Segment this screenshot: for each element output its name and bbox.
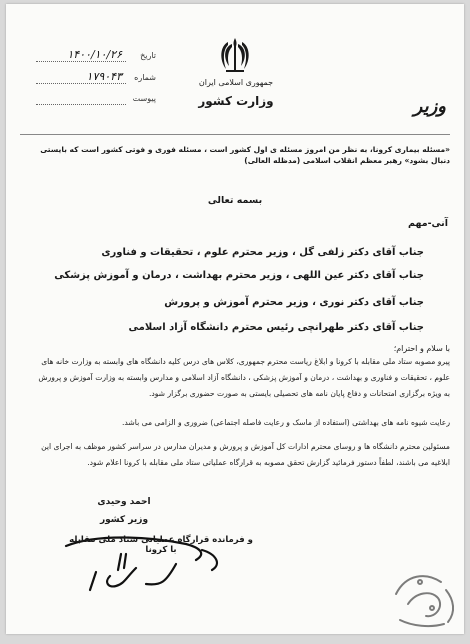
header-divider xyxy=(20,134,450,135)
meta-number-value: ۱۷۹۰۴۳ xyxy=(86,70,122,83)
body-paragraph: مسئولین محترم دانشگاه ها و روسای محترم ادارات کل آموزش و پرورش و مدیران مدارس در سراسر کشور موظف به اجرای این ابلاغیه می باشند، لطفاً دستور فرمائید گزارش تحقق مصوبه به قرارگاه عملیاتی ستاد ملی مقابله با کرونا اعلام شود. xyxy=(41,442,450,467)
meta-attachment xyxy=(36,92,156,106)
signatory-title: وزیر کشور xyxy=(99,515,149,525)
meta-date-label: تاریخ xyxy=(140,51,156,60)
iran-emblem-icon xyxy=(218,36,252,74)
body-paragraph: رعایت شیوه نامه های بهداشتی (استفاده از ماسک و رعایت فاصله اجتماعی) ضروری و الزامی می باشد. xyxy=(122,418,450,427)
recipient: جناب آقای دکتر عین اللهی ، وزیر محترم بهداشت ، درمان و آموزش پزشکی xyxy=(54,270,424,281)
meta-number-label: شماره xyxy=(134,73,156,82)
signatory-name: احمد وحیدی xyxy=(97,497,151,507)
recipient: جناب آقای دکتر طهرانچی رئیس محترم دانشگاه آزاد اسلامی xyxy=(128,322,424,333)
leader-quote: «مسئله بیماری کرونا، به نظر من امروز مسئله ی اول کشور است ، مسئله فوری و فوتی کشور است که بایستی دنبال بشود» رهبر معظم انقلاب اسلامی (مدظله العالی) xyxy=(40,145,450,165)
body-paragraph: پیرو مصوبه ستاد ملی مقابله با کرونا و ابلاغ ریاست محترم جمهوری، کلاس های درس کلیه دانشگاه های وابسته به وزارت خانه های علوم ، تحقیقات و فناوری و بهداشت ، درمان و آموزش پزشکی ، دانشگاه آزاد اسلامی و مدارس وابسته به وزارت آموزش و پرورش به ویژه برگزاری امتحانات و دفاع پایان نامه های تحصیلی بایستی به صورت حضوری برگزار شود. xyxy=(38,357,450,398)
basmala: بسمه تعالی xyxy=(207,195,263,206)
minister-mark: وزیر xyxy=(413,96,446,117)
recipient: جناب آقای دکتر زلفی گل ، وزیر محترم علوم ، تحقیقات و فناوری xyxy=(101,247,424,258)
meta-number xyxy=(36,71,156,85)
emblem-caption-country: جمهوری اسلامی ایران xyxy=(198,78,274,87)
watermark-logo xyxy=(386,564,464,634)
salutation: با سلام و احترام؛ xyxy=(393,344,450,353)
meta-attachment-label: پیوست xyxy=(132,94,156,103)
meta-date xyxy=(36,49,156,63)
meta-date-value: ۱۴۰۰/۱۰/۲۶ xyxy=(67,48,122,61)
letter-page xyxy=(6,4,464,634)
emblem-caption-ministry: وزارت کشور xyxy=(198,94,274,108)
recipient: جناب آقای دکتر نوری ، وزیر محترم آموزش و پرورش xyxy=(164,297,424,308)
urgency-label: آنی-مهم xyxy=(408,218,448,229)
signatory-title-secondary: و فرمانده قرارگاه عملیاتی ستاد ملی مقابله با کرونا xyxy=(69,535,253,555)
